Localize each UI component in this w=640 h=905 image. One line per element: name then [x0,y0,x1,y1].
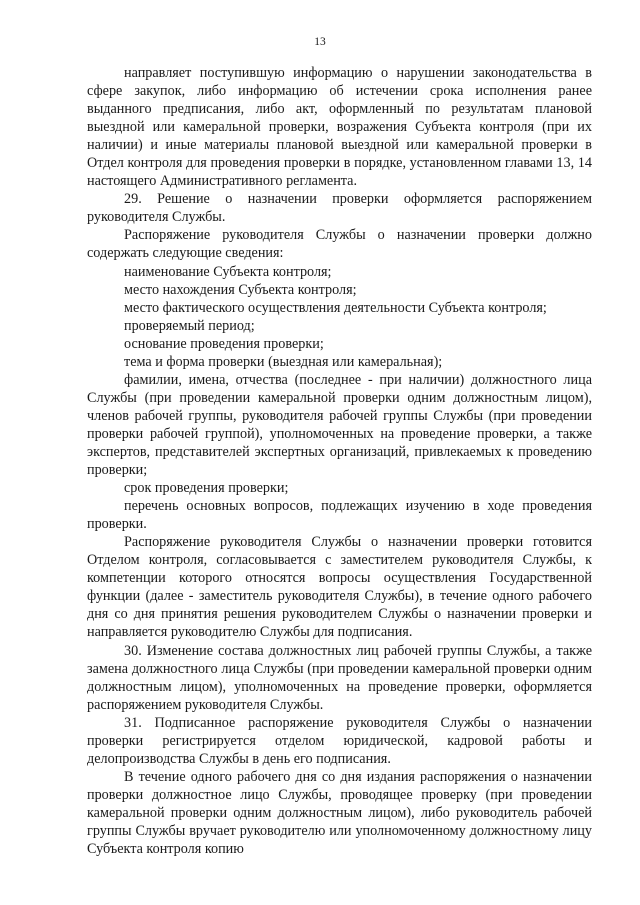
page-number: 13 [314,36,326,48]
paragraph-delivery: В течение одного рабочего дня со дня издания распоряжения о назначении проверки должностное лицо Службы, проводящее проверку (при проведении камеральной проверки одним должностным лицом), либо руководитель рабочей группы Службы вручает руководителю или уполномоченному должностному лицу Субъекта контроля копию [87,768,592,858]
list-item-topic-form: тема и форма проверки (выездная или камеральная); [124,353,443,370]
paragraph-continuation: направляет поступившую информацию о нарушении законодательства в сфере закупок, либо информацию об истечении срока исполнения ранее выданного предписания, либо акт, оформленный по результатам плановой выездной или камеральной проверки, возражения Субъекта контроля (при их наличии) и иные материалы плановой выездной или камеральной проверки в Отдел контроля для проведения проверки в порядке, установленном главами 13, 14 настоящего Административного регламента. [87,65,592,190]
paragraph-29: 29. Решение о назначении проверки оформляется распоряжением руководителя Службы. [87,191,592,226]
list-item-officials: фамилии, имена, отчества (последнее - при наличии) должностного лица Службы (при проведении камеральной проверки одним должностным лицом), членов рабочей группы, руководителя рабочей группы Службы (при проведении проверки рабочей группой), уполномоченных на проведение проверки, а также экспертов, представителей экспертных организаций, привлекаемых к проведению проверки; [87,371,592,479]
paragraph-order-contents: Распоряжение руководителя Службы о назначении проверки должно содержать следующие сведения: [87,227,592,262]
paragraph-order-preparation: Распоряжение руководителя Службы о назначении проверки готовится Отделом контроля, согласовывается с заместителем руководителя Службы, к компетенции которого относятся вопросы осуществления Государственной функции (далее - заместитель руководителя Службы), в течение одного рабочего дня со дня принятия решения руководителем Службы о назначении проверки и направляется руководителю Службы для подписания. [87,534,592,641]
list-item-subject-location: место нахождения Субъекта контроля; [124,281,357,298]
list-item-period: проверяемый период; [124,317,255,334]
paragraph-30: 30. Изменение состава должностных лиц рабочей группы Службы, а также замена должностного лица Службы (при проведении камеральной проверки одним должностным лицом), уполномоченных на проведение проверки, оформляется распоряжением руководителя Службы. [87,642,592,713]
document-body [87,64,592,858]
list-item-activity-place: место фактического осуществления деятельности Субъекта контроля; [124,299,547,316]
list-item-duration: срок проведения проверки; [124,480,289,497]
list-item-grounds: основание проведения проверки; [124,335,324,352]
paragraph-31: 31. Подписанное распоряжение руководителя Службы о назначении проверки регистрируется отделом юридической, кадровой работы и делопроизводства Службы в день его подписания. [87,714,592,767]
list-item-questions: перечень основных вопросов, подлежащих изучению в ходе проведения проверки. [87,498,592,533]
list-item-subject-name: наименование Субъекта контроля; [124,263,332,280]
